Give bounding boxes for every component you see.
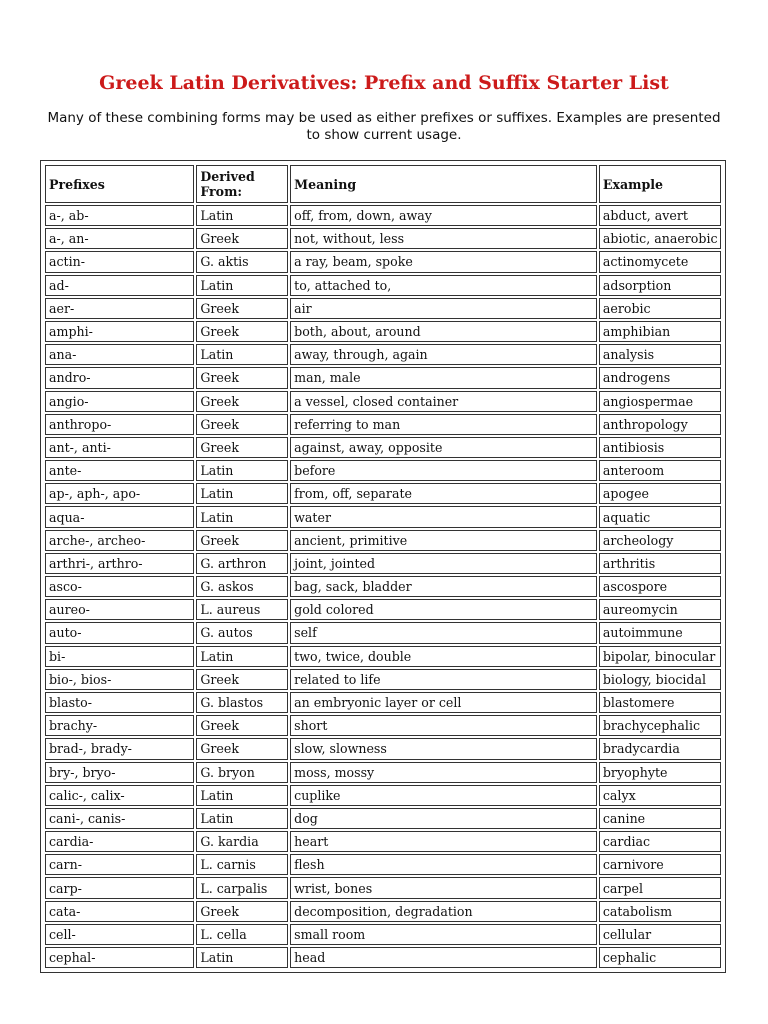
cell-derived-from: Latin <box>196 275 288 296</box>
cell-derived-from: Greek <box>196 715 288 736</box>
cell-prefix: actin- <box>45 251 194 272</box>
cell-prefix: ante- <box>45 460 194 481</box>
cell-prefix: bi- <box>45 646 194 667</box>
cell-meaning: head <box>290 947 597 968</box>
table-body <box>45 205 721 968</box>
cell-derived-from: Greek <box>196 367 288 388</box>
cell-example: archeology <box>599 530 721 551</box>
cell-derived-from: Greek <box>196 530 288 551</box>
table-row <box>45 251 721 272</box>
cell-example: ascospore <box>599 576 721 597</box>
table-row <box>45 877 721 898</box>
cell-prefix: anthropo- <box>45 414 194 435</box>
cell-derived-from: Latin <box>196 460 288 481</box>
header-prefixes: Prefixes <box>45 165 194 203</box>
cell-derived-from: G. autos <box>196 622 288 643</box>
cell-meaning: heart <box>290 831 597 852</box>
cell-meaning: a ray, beam, spoke <box>290 251 597 272</box>
cell-prefix: cardia- <box>45 831 194 852</box>
cell-prefix: asco- <box>45 576 194 597</box>
cell-example: cardiac <box>599 831 721 852</box>
table-row <box>45 414 721 435</box>
table-row <box>45 205 721 226</box>
page-title: Greek Latin Derivatives: Prefix and Suffix Starter List <box>99 72 669 94</box>
table-row <box>45 275 721 296</box>
cell-meaning: not, without, less <box>290 228 597 249</box>
cell-derived-from: Greek <box>196 298 288 319</box>
table-row <box>45 460 721 481</box>
cell-example: apogee <box>599 483 721 504</box>
cell-derived-from: L. cella <box>196 924 288 945</box>
table-row <box>45 506 721 527</box>
cell-prefix: andro- <box>45 367 194 388</box>
cell-meaning: gold colored <box>290 599 597 620</box>
cell-prefix: ap-, aph-, apo- <box>45 483 194 504</box>
table-row <box>45 924 721 945</box>
table-row <box>45 391 721 412</box>
cell-meaning: small room <box>290 924 597 945</box>
cell-meaning: air <box>290 298 597 319</box>
cell-derived-from: Latin <box>196 808 288 829</box>
cell-prefix: carn- <box>45 854 194 875</box>
cell-example: antibiosis <box>599 437 721 458</box>
cell-derived-from: Greek <box>196 391 288 412</box>
cell-example: bryophyte <box>599 762 721 783</box>
cell-prefix: brachy- <box>45 715 194 736</box>
cell-prefix: aureo- <box>45 599 194 620</box>
table-row <box>45 854 721 875</box>
cell-derived-from: L. carpalis <box>196 877 288 898</box>
cell-meaning: away, through, again <box>290 344 597 365</box>
table-row <box>45 785 721 806</box>
cell-meaning: two, twice, double <box>290 646 597 667</box>
cell-meaning: ancient, primitive <box>290 530 597 551</box>
cell-example: bradycardia <box>599 738 721 759</box>
header-example: Example <box>599 165 721 203</box>
cell-derived-from: Latin <box>196 344 288 365</box>
header-derived-from: Derived From: <box>196 165 288 203</box>
table-row <box>45 947 721 968</box>
cell-derived-from: Greek <box>196 437 288 458</box>
cell-example: adsorption <box>599 275 721 296</box>
table-row <box>45 576 721 597</box>
cell-example: catabolism <box>599 901 721 922</box>
cell-meaning: moss, mossy <box>290 762 597 783</box>
cell-derived-from: Greek <box>196 228 288 249</box>
table-row <box>45 831 721 852</box>
cell-example: cellular <box>599 924 721 945</box>
cell-derived-from: Latin <box>196 506 288 527</box>
cell-derived-from: L. carnis <box>196 854 288 875</box>
table-row <box>45 901 721 922</box>
cell-derived-from: Greek <box>196 669 288 690</box>
cell-derived-from: Latin <box>196 483 288 504</box>
cell-example: biology, biocidal <box>599 669 721 690</box>
cell-prefix: calic-, calix- <box>45 785 194 806</box>
cell-example: aquatic <box>599 506 721 527</box>
cell-meaning: joint, jointed <box>290 553 597 574</box>
cell-meaning: to, attached to, <box>290 275 597 296</box>
cell-example: amphibian <box>599 321 721 342</box>
cell-derived-from: Latin <box>196 785 288 806</box>
cell-meaning: bag, sack, bladder <box>290 576 597 597</box>
cell-example: anteroom <box>599 460 721 481</box>
cell-example: carpel <box>599 877 721 898</box>
table-row <box>45 530 721 551</box>
cell-example: blastomere <box>599 692 721 713</box>
cell-derived-from: Latin <box>196 205 288 226</box>
cell-derived-from: Greek <box>196 321 288 342</box>
prefix-table-container <box>40 160 726 973</box>
cell-meaning: self <box>290 622 597 643</box>
cell-meaning: dog <box>290 808 597 829</box>
cell-meaning: slow, slowness <box>290 738 597 759</box>
cell-meaning: flesh <box>290 854 597 875</box>
table-row <box>45 483 721 504</box>
cell-meaning: wrist, bones <box>290 877 597 898</box>
cell-meaning: water <box>290 506 597 527</box>
table-row <box>45 669 721 690</box>
cell-example: androgens <box>599 367 721 388</box>
table-row <box>45 367 721 388</box>
cell-meaning: an embryonic layer or cell <box>290 692 597 713</box>
cell-example: autoimmune <box>599 622 721 643</box>
cell-derived-from: Latin <box>196 646 288 667</box>
cell-prefix: ad- <box>45 275 194 296</box>
cell-meaning: decomposition, degradation <box>290 901 597 922</box>
cell-prefix: arthri-, arthro- <box>45 553 194 574</box>
cell-derived-from: Greek <box>196 901 288 922</box>
cell-example: brachycephalic <box>599 715 721 736</box>
cell-example: bipolar, binocular <box>599 646 721 667</box>
cell-example: abduct, avert <box>599 205 721 226</box>
table-row <box>45 321 721 342</box>
cell-prefix: bry-, bryo- <box>45 762 194 783</box>
table-row <box>45 437 721 458</box>
cell-example: aureomycin <box>599 599 721 620</box>
cell-example: anthropology <box>599 414 721 435</box>
table-row <box>45 228 721 249</box>
cell-derived-from: Latin <box>196 947 288 968</box>
cell-meaning: a vessel, closed container <box>290 391 597 412</box>
cell-meaning: both, about, around <box>290 321 597 342</box>
prefix-table <box>43 163 723 970</box>
cell-prefix: aqua- <box>45 506 194 527</box>
cell-meaning: related to life <box>290 669 597 690</box>
cell-prefix: ana- <box>45 344 194 365</box>
table-row <box>45 622 721 643</box>
cell-derived-from: G. bryon <box>196 762 288 783</box>
cell-prefix: arche-, archeo- <box>45 530 194 551</box>
cell-prefix: blasto- <box>45 692 194 713</box>
table-row <box>45 553 721 574</box>
cell-prefix: bio-, bios- <box>45 669 194 690</box>
cell-meaning: off, from, down, away <box>290 205 597 226</box>
cell-meaning: cuplike <box>290 785 597 806</box>
cell-prefix: aer- <box>45 298 194 319</box>
cell-prefix: cata- <box>45 901 194 922</box>
cell-derived-from: Greek <box>196 738 288 759</box>
cell-derived-from: G. arthron <box>196 553 288 574</box>
cell-example: cephalic <box>599 947 721 968</box>
cell-derived-from: G. kardia <box>196 831 288 852</box>
table-row <box>45 646 721 667</box>
cell-meaning: referring to man <box>290 414 597 435</box>
cell-prefix: ant-, anti- <box>45 437 194 458</box>
cell-example: carnivore <box>599 854 721 875</box>
table-row <box>45 599 721 620</box>
cell-prefix: cani-, canis- <box>45 808 194 829</box>
cell-example: actinomycete <box>599 251 721 272</box>
cell-prefix: brad-, brady- <box>45 738 194 759</box>
cell-prefix: cell- <box>45 924 194 945</box>
cell-example: calyx <box>599 785 721 806</box>
cell-derived-from: L. aureus <box>196 599 288 620</box>
cell-prefix: a-, an- <box>45 228 194 249</box>
cell-derived-from: G. aktis <box>196 251 288 272</box>
table-row <box>45 738 721 759</box>
cell-example: angiospermae <box>599 391 721 412</box>
cell-meaning: against, away, opposite <box>290 437 597 458</box>
cell-derived-from: Greek <box>196 414 288 435</box>
cell-prefix: amphi- <box>45 321 194 342</box>
table-header-row <box>45 165 721 203</box>
table-row <box>45 808 721 829</box>
cell-prefix: a-, ab- <box>45 205 194 226</box>
cell-prefix: cephal- <box>45 947 194 968</box>
cell-meaning: before <box>290 460 597 481</box>
cell-derived-from: G. askos <box>196 576 288 597</box>
cell-example: canine <box>599 808 721 829</box>
table-row <box>45 762 721 783</box>
cell-derived-from: G. blastos <box>196 692 288 713</box>
cell-example: abiotic, anaerobic <box>599 228 721 249</box>
table-row <box>45 298 721 319</box>
table-row <box>45 344 721 365</box>
cell-example: analysis <box>599 344 721 365</box>
intro-text: Many of these combining forms may be used as either prefixes or suffixes. Examples are presented to show current usage. <box>47 110 721 143</box>
cell-prefix: auto- <box>45 622 194 643</box>
header-meaning: Meaning <box>290 165 597 203</box>
table-row <box>45 692 721 713</box>
cell-example: arthritis <box>599 553 721 574</box>
cell-meaning: man, male <box>290 367 597 388</box>
cell-meaning: short <box>290 715 597 736</box>
cell-example: aerobic <box>599 298 721 319</box>
table-row <box>45 715 721 736</box>
cell-prefix: carp- <box>45 877 194 898</box>
cell-meaning: from, off, separate <box>290 483 597 504</box>
cell-prefix: angio- <box>45 391 194 412</box>
